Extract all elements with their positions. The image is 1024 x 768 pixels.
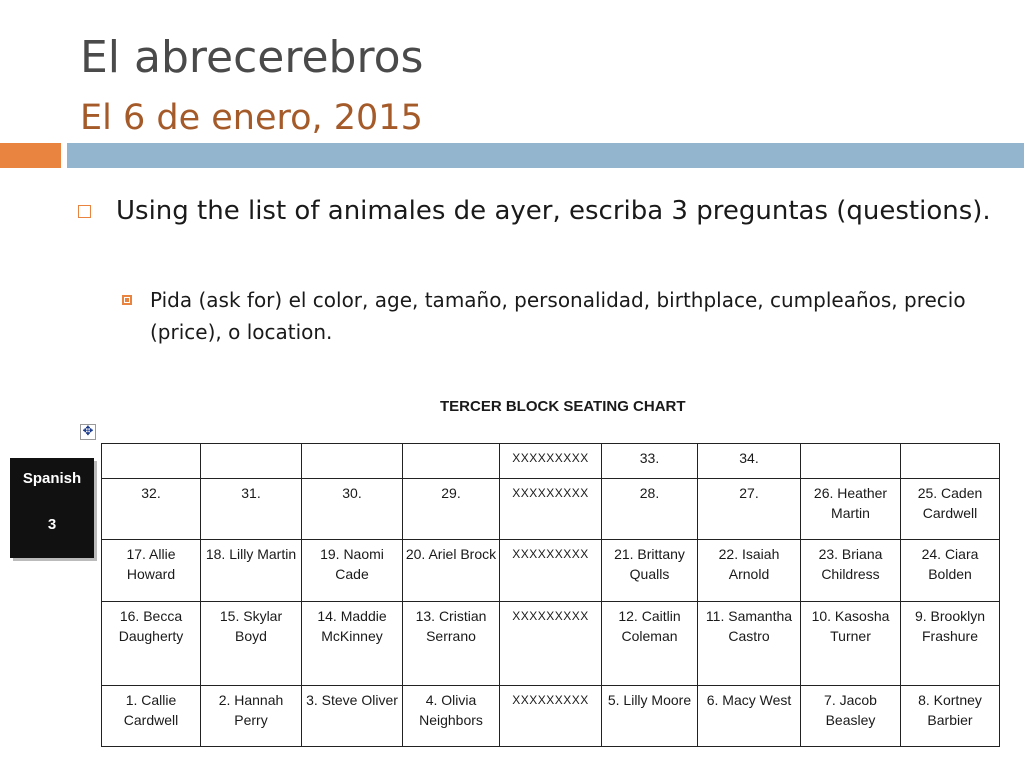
seat-cell: 30. xyxy=(302,479,403,540)
slide-title: El abrecerebros xyxy=(80,32,424,83)
badge-line-1: Spanish xyxy=(22,470,82,487)
seat-cell: 16. Becca Daugherty xyxy=(102,602,201,686)
seat-cell xyxy=(302,444,403,479)
seat-cell: 31. xyxy=(201,479,302,540)
seat-cell: XXXXXXXXX xyxy=(500,479,602,540)
seat-cell: 1. Callie Cardwell xyxy=(102,686,201,747)
seat-cell: 9. Brooklyn Frashure xyxy=(901,602,1000,686)
table-row xyxy=(102,686,1000,747)
seat-cell: 13. Cristian Serrano xyxy=(403,602,500,686)
square-bullet-small-icon xyxy=(122,295,132,305)
seat-cell: 25. Caden Cardwell xyxy=(901,479,1000,540)
seat-cell: 29. xyxy=(403,479,500,540)
table-row xyxy=(102,540,1000,602)
accent-bar-orange xyxy=(0,143,61,168)
seat-cell xyxy=(102,444,201,479)
seat-cell: 4. Olivia Neighbors xyxy=(403,686,500,747)
seat-cell: 23. Briana Childress xyxy=(801,540,901,602)
seat-cell: 28. xyxy=(602,479,698,540)
seat-cell: 32. xyxy=(102,479,201,540)
bullet-text-1: Using the list of animales de ayer, escriba 3 preguntas (questions). xyxy=(116,196,991,226)
seat-cell: 34. xyxy=(698,444,801,479)
seat-cell: 26. Heather Martin xyxy=(801,479,901,540)
seat-cell: 27. xyxy=(698,479,801,540)
badge-line-2: 3 xyxy=(47,516,57,533)
seat-cell: 18. Lilly Martin xyxy=(201,540,302,602)
seat-cell: 15. Skylar Boyd xyxy=(201,602,302,686)
table-move-handle-icon[interactable]: ✥ xyxy=(80,424,96,440)
seat-cell: 11. Samantha Castro xyxy=(698,602,801,686)
square-bullet-icon xyxy=(78,205,91,218)
seating-chart-table xyxy=(101,443,1000,747)
seat-cell: XXXXXXXXX xyxy=(500,444,602,479)
seat-cell: 21. Brittany Qualls xyxy=(602,540,698,602)
slide-subtitle: El 6 de enero, 2015 xyxy=(80,98,423,138)
seat-cell: XXXXXXXXX xyxy=(500,686,602,747)
seat-cell: XXXXXXXXX xyxy=(500,602,602,686)
bullet-text-2: Pida (ask for) el color, age, tamaño, personalidad, birthplace, cumpleaños, precio (price), o location. xyxy=(150,288,966,344)
seat-cell: 22. Isaiah Arnold xyxy=(698,540,801,602)
seat-cell: 14. Maddie McKinney xyxy=(302,602,403,686)
seat-cell xyxy=(901,444,1000,479)
seat-cell: 7. Jacob Beasley xyxy=(801,686,901,747)
spanish-3-badge xyxy=(10,458,94,558)
seat-cell: XXXXXXXXX xyxy=(500,540,602,602)
seat-cell: 19. Naomi Cade xyxy=(302,540,403,602)
seat-cell: 8. Kortney Barbier xyxy=(901,686,1000,747)
seat-cell: 12. Caitlin Coleman xyxy=(602,602,698,686)
seat-cell: 24. Ciara Bolden xyxy=(901,540,1000,602)
seat-cell: 3. Steve Oliver xyxy=(302,686,403,747)
seat-cell: 5. Lilly Moore xyxy=(602,686,698,747)
seat-cell xyxy=(403,444,500,479)
seat-cell: 33. xyxy=(602,444,698,479)
seating-chart-title: TERCER BLOCK SEATING CHART xyxy=(440,398,686,415)
seat-cell xyxy=(201,444,302,479)
accent-bar-blue xyxy=(67,143,1024,168)
seat-cell xyxy=(801,444,901,479)
seat-cell: 10. Kasosha Turner xyxy=(801,602,901,686)
seat-cell: 17. Allie Howard xyxy=(102,540,201,602)
seat-cell: 20. Ariel Brock xyxy=(403,540,500,602)
table-row xyxy=(102,602,1000,686)
table-row xyxy=(102,479,1000,540)
table-row xyxy=(102,444,1000,479)
seat-cell: 2. Hannah Perry xyxy=(201,686,302,747)
seat-cell: 6. Macy West xyxy=(698,686,801,747)
